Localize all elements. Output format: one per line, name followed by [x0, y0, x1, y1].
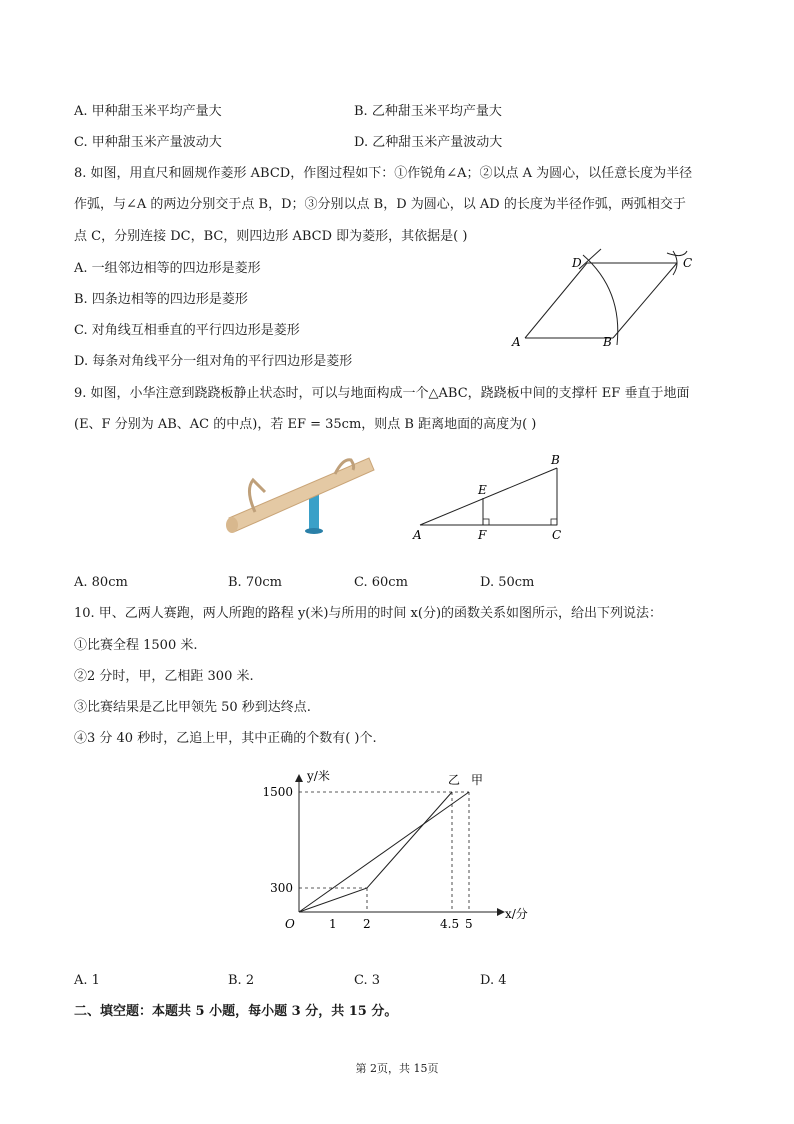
arc-bd [583, 255, 618, 345]
q8-option-b: B. 四条边相等的四边形是菱形 [74, 292, 248, 307]
y-tick-label: 1500 [262, 785, 293, 799]
q8-option-c: C. 对角线互相垂直的平行四边形是菱形 [74, 323, 300, 338]
series-line-0 [299, 792, 469, 912]
x-tick-label: 4.5 [440, 917, 460, 931]
race-chart [255, 752, 545, 942]
q9-option-a: A. 80cm [74, 575, 128, 590]
q10-statement-4: ④3 分 40 秒时，乙追上甲，其中正确的个数有( )个. [74, 731, 377, 746]
x-tick-label: 2 [363, 917, 371, 931]
q7-option-b: B. 乙种甜玉米平均产量大 [354, 104, 502, 119]
series-line-1 [299, 792, 452, 912]
q8-stem-line-3: 点 C，分别连接 DC，BC，则四边形 ABCD 即为菱形，其依据是( ) [74, 229, 468, 244]
q10-statement-3: ③比赛结果是乙比甲领先 50 秒到达终点. [74, 700, 311, 715]
series-label-1: 乙 [448, 773, 461, 787]
y-tick-label: 300 [270, 881, 293, 895]
segment-bc [613, 263, 677, 338]
label-a: A [413, 528, 422, 542]
q9-option-b: B. 70cm [228, 575, 282, 590]
arc-mark-d [579, 249, 601, 269]
segment-ad [525, 263, 587, 338]
label-d: D [572, 256, 582, 270]
q7-option-c: C. 甲种甜玉米产量波动大 [74, 135, 222, 150]
q7-option-a: A. 甲种甜玉米平均产量大 [74, 104, 222, 119]
q8-stem-line-1: 8. 如图，用直尺和圆规作菱形 ABCD，作图过程如下：①作锐角∠A；②以点 A 为圆心，以任意长度为半径 [74, 166, 693, 181]
q8-option-d: D. 每条对角线平分一组对角的平行四边形是菱形 [74, 354, 353, 369]
seesaw-picture [225, 440, 375, 540]
label-c: C [552, 528, 562, 542]
right-angle-f [483, 519, 489, 525]
q9-option-d: D. 50cm [480, 575, 535, 590]
q8-option-a: A. 一组邻边相等的四边形是菱形 [74, 261, 261, 276]
q10-option-d: D. 4 [480, 973, 507, 988]
q10-option-c: C. 3 [354, 973, 381, 988]
q10-stem-line-1: 10. 甲、乙两人赛跑，两人所跑的路程 y(米)与所用的时间 x(分)的函数关系如图所示，给出下列说法： [74, 606, 663, 621]
q9-stem-line-1: 9. 如图，小华注意到跷跷板静止状态时，可以与地面构成一个△ABC，跷跷板中间的支撑杆 EF 垂直于地面 [74, 386, 690, 401]
x-axis-label: x/分 [505, 907, 528, 921]
q9-stem-line-2: (E、F 分别为 AB、AC 的中点)，若 EF = 35cm，则点 B 距离地面的高度为( ) [74, 417, 537, 432]
series-label-0: 甲 [471, 773, 484, 787]
q10-option-b: B. 2 [228, 973, 255, 988]
section-2-heading: 二、填空题：本题共 5 小题，每小题 3 分，共 15 分。 [74, 1004, 398, 1019]
q10-option-a: A. 1 [74, 973, 100, 988]
q9-option-c: C. 60cm [354, 575, 408, 590]
arc-mark-c2 [667, 251, 687, 256]
x-tick-label: 5 [465, 917, 473, 931]
triangle-figure [405, 450, 575, 545]
q8-stem-line-2: 作弧，与∠A 的两边分别交于点 B，D；③分别以点 B，D 为圆心，以 AD 的长度为半径作弧，两弧相交于 [74, 197, 686, 212]
label-b: B [551, 453, 560, 467]
q10-statement-2: ②2 分时，甲，乙相距 300 米. [74, 669, 254, 684]
origin-label: O [285, 917, 295, 931]
label-f: F [478, 528, 487, 542]
label-a: A [512, 335, 521, 349]
q7-option-d: D. 乙种甜玉米产量波动大 [354, 135, 503, 150]
x-tick-label: 1 [329, 917, 337, 931]
segment-ab [420, 468, 557, 525]
label-b: B [603, 335, 612, 349]
right-angle-c [551, 519, 557, 525]
label-e: E [478, 483, 487, 497]
y-axis-label: y/米 [307, 769, 330, 783]
rhombus-figure [505, 245, 705, 350]
page-footer: 第 2页，共 15页 [355, 1062, 439, 1075]
q10-statement-1: ①比赛全程 1500 米. [74, 638, 198, 653]
label-c: C [683, 256, 693, 270]
